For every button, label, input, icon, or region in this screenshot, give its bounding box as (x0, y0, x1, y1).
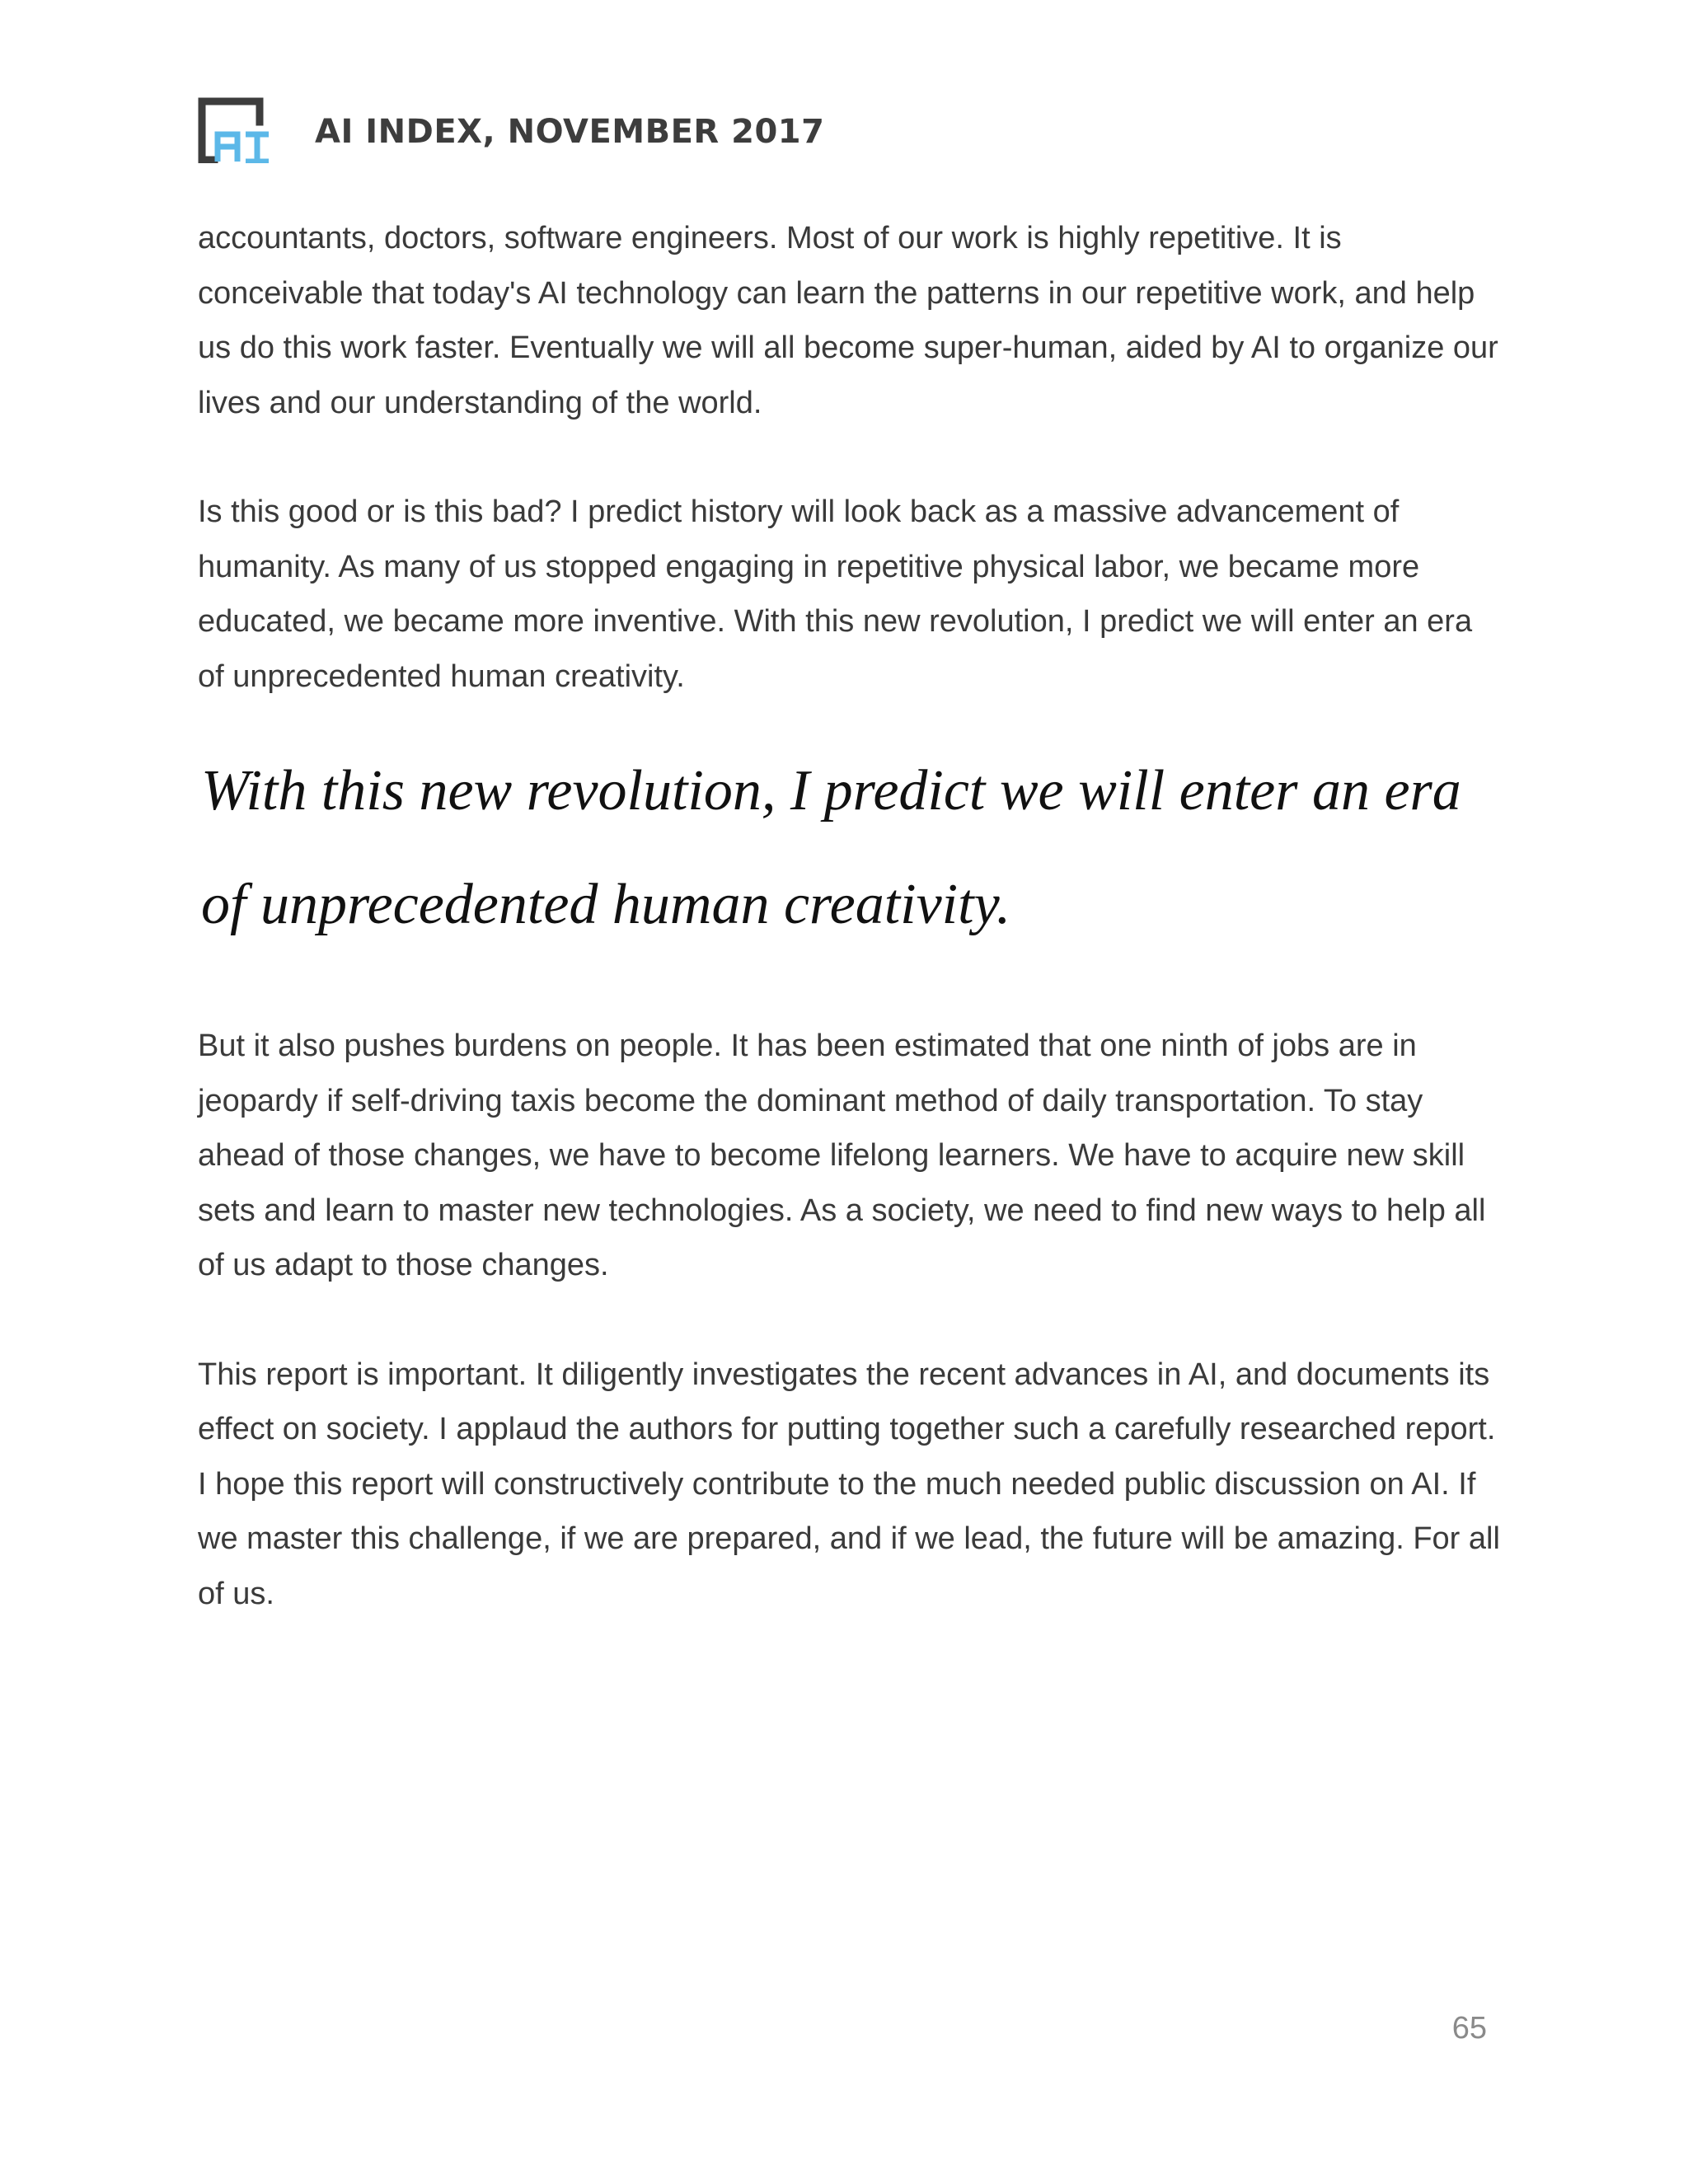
page-header (198, 97, 824, 163)
body-paragraph: accountants, doctors, software engineers. Most of our work is highly repetitive. It is conceivable that today's AI technology can learn the patterns in our repetitive work, and help us do this work faster. Eventually we will all become super-human, aided by AI to organize our lives and our understanding of the world. (198, 221, 1498, 420)
pull-quote: With this new revolution, I predict we will enter an era of unprecedented human creativity. (201, 759, 1461, 936)
body-paragraph: This report is important. It diligently investigates the recent advances in AI, and documents its effect on society. I applaud the authors for putting together such a carefully researched report. I hope this report will constructively contribute to the much needed public discussion on AI. If we master this challenge, if we are prepared, and if we lead, the future will be amazing. For all of us. (198, 1357, 1500, 1611)
page-content (198, 211, 1500, 1621)
body-paragraph: Is this good or is this bad? I predict history will look back as a massive advancement of humanity. As many of us stopped engaging in repetitive physical labor, we became more educated, we became more inventive. With this new revolution, I predict we will enter an era of unprecedented human creativity. (198, 494, 1473, 694)
ai-index-logo (198, 97, 272, 163)
page-number: 65 (1451, 2011, 1487, 2046)
body-paragraph: But it also pushes burdens on people. It has been estimated that one ninth of jobs are in jeopardy if self-driving taxis become the dominant method of daily transportation. To stay ahead of those changes, we have to become lifelong learners. We have to acquire new skill sets and learn to master new technologies. As a society, we need to find new ways to help all of us adapt to those changes. (198, 1029, 1486, 1282)
ai-index-logo-icon (198, 97, 272, 163)
report-title: AI INDEX, NOVEMBER 2017 (315, 113, 825, 151)
